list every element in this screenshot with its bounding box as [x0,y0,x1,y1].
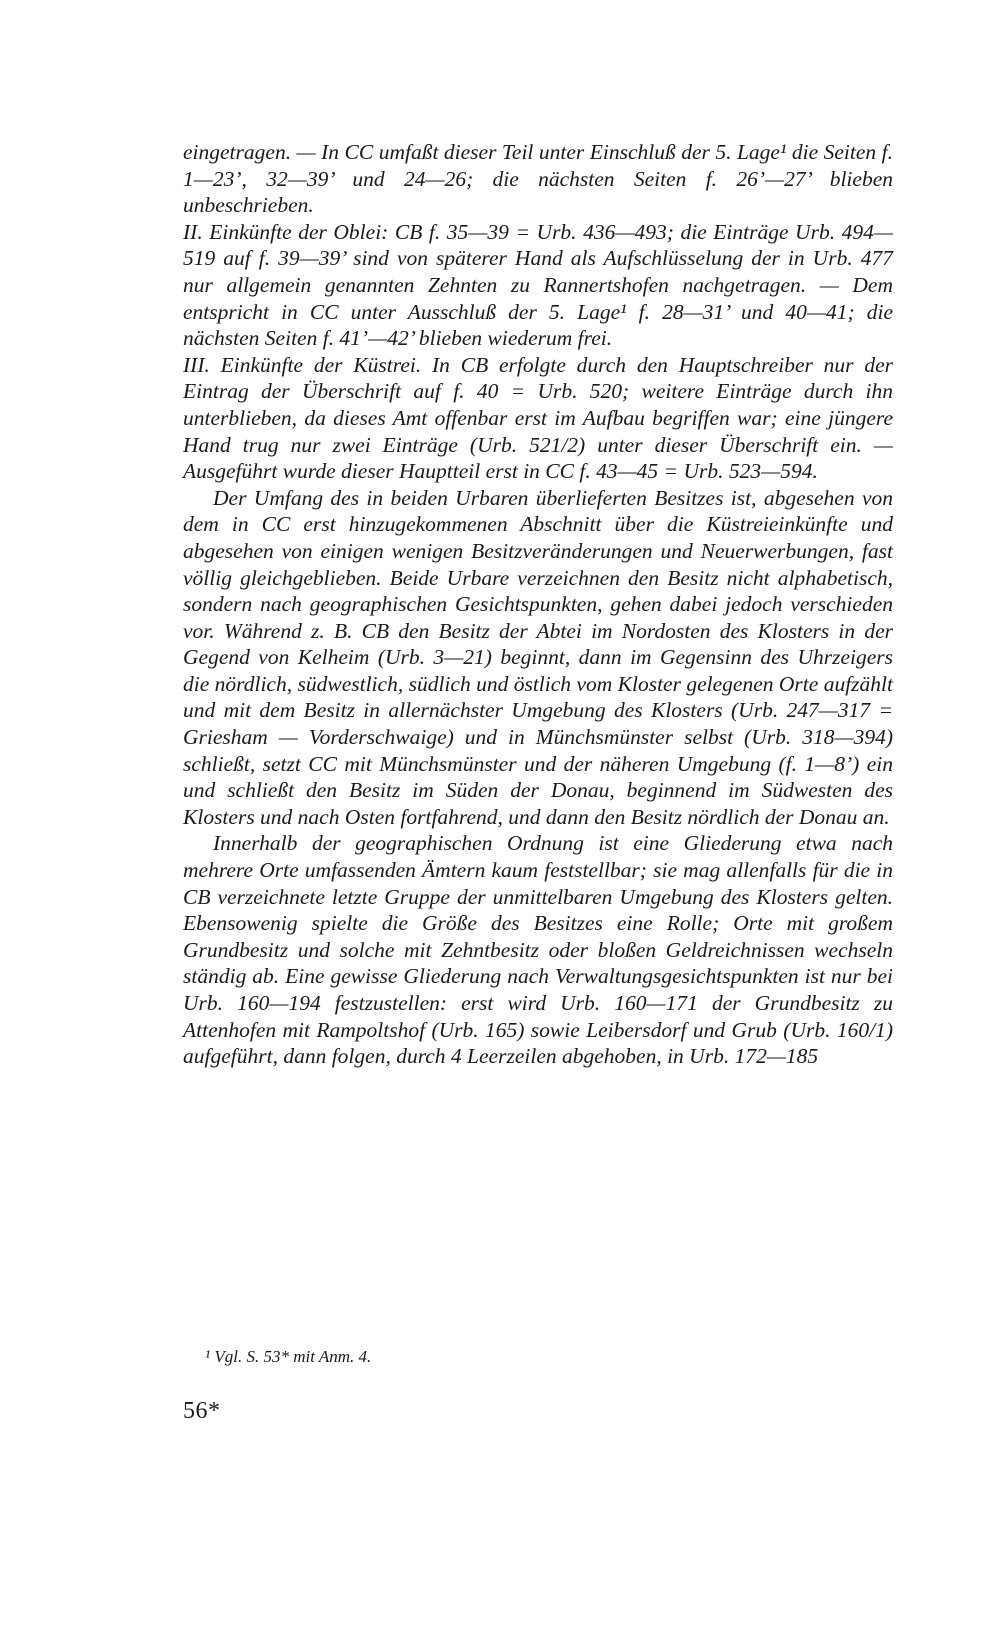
paragraph-eingetragen: eingetragen. — In CC umfaßt dieser Teil unter Einschluß der 5. Lage¹ die Seiten f. 1—23’, 32—39’ und 24—26; die nächsten Seiten f. 26’—27’ blieben unbeschrieben. [183,140,893,218]
paragraph-einkuenfte-oblei: II. Einkünfte der Oblei: CB f. 35—39 = Urb. 436—493; die Einträge Urb. 494—519 auf f. 39—39’ sind von späterer Hand als Aufschlüsselung der in Urb. 477 nur allgemein genannten Zehnten zu Rannertshofen nachgetragen. — Dem entspricht in CC unter Ausschluß der 5. Lage¹ f. 28—31’ und 40—41; die nächsten Seiten f. 41’—42’ blieben wiederum frei. [183,219,893,351]
page-number: 56* [183,1398,221,1424]
paragraph-geographische-ordnung: Innerhalb der geographischen Ordnung ist eine Gliederung etwa nach mehrere Orte umfassenden Ämtern kaum feststellbar; sie mag allenfalls für die in CB verzeichnete letzte Gruppe der unmittelbaren Umgebung des Klosters gelten. Ebensowenig spielte die Größe des Besitzes eine Rolle; Orte mit großem Grundbesitz und solche mit Zehntbesitz oder bloßen Geldreichnissen wechseln ständig ab. Eine gewisse Gliederung nach Verwaltungsgesichtspunkten ist nur bei Urb. 160—194 festzustellen: erst wird Urb. 160—171 der Grundbesitz zu Attenhofen mit Rampoltshof (Urb. 165) sowie Leibersdorf und Grub (Urb. 160/1) aufgeführt, dann folgen, durch 4 Leerzeilen abgehoben, in Urb. 172—185 [183,831,893,1069]
body-text [183,139,893,1070]
paragraph-einkuenfte-kuestrei: III. Einkünfte der Küstrei. In CB erfolgte durch den Hauptschreiber nur der Eintrag der Überschrift auf f. 40 = Urb. 520; weitere Einträge durch ihn unterblieben, da dieses Amt offenbar erst im Aufbau begriffen war; eine jüngere Hand trug nur zwei Einträge (Urb. 521/2) unter dieser Überschrift ein. — Ausgeführt wurde dieser Hauptteil erst in CC f. 43—45 = Urb. 523—594. [183,352,893,484]
footnote: ¹ Vgl. S. 53* mit Anm. 4. [205,1347,372,1366]
paragraph-umfang-besitz: Der Umfang des in beiden Urbaren überlieferten Besitzes ist, abgesehen von dem in CC erst hinzugekommenen Abschnitt über die Küstreieinkünfte und abgesehen von einigen wenigen Besitzveränderungen und Neuerwerbungen, fast völlig gleichgeblieben. Beide Urbare verzeichnen den Besitz nicht alphabetisch, sondern nach geographischen Gesichtspunkten, gehen dabei jedoch verschieden vor. Während z. B. CB den Besitz der Abtei im Nordosten des Klosters in der Gegend von Kelheim (Urb. 3—21) beginnt, dann im Gegensinn des Uhrzeigers die nördlich, südwestlich, südlich und östlich vom Kloster gelegenen Orte aufzählt und mit dem Besitz in allernächster Umgebung des Klosters (Urb. 247—317 = Griesham — Vorderschwaige) und in Münchsmünster selbst (Urb. 318—394) schließt, setzt CC mit Münchsmünster und der näheren Umgebung (f. 1—8’) ein und schließt den Besitz im Süden der Donau, beginnend im Südwesten des Klosters und nach Osten fortfahrend, und dann den Besitz nördlich der Donau an. [183,485,893,829]
